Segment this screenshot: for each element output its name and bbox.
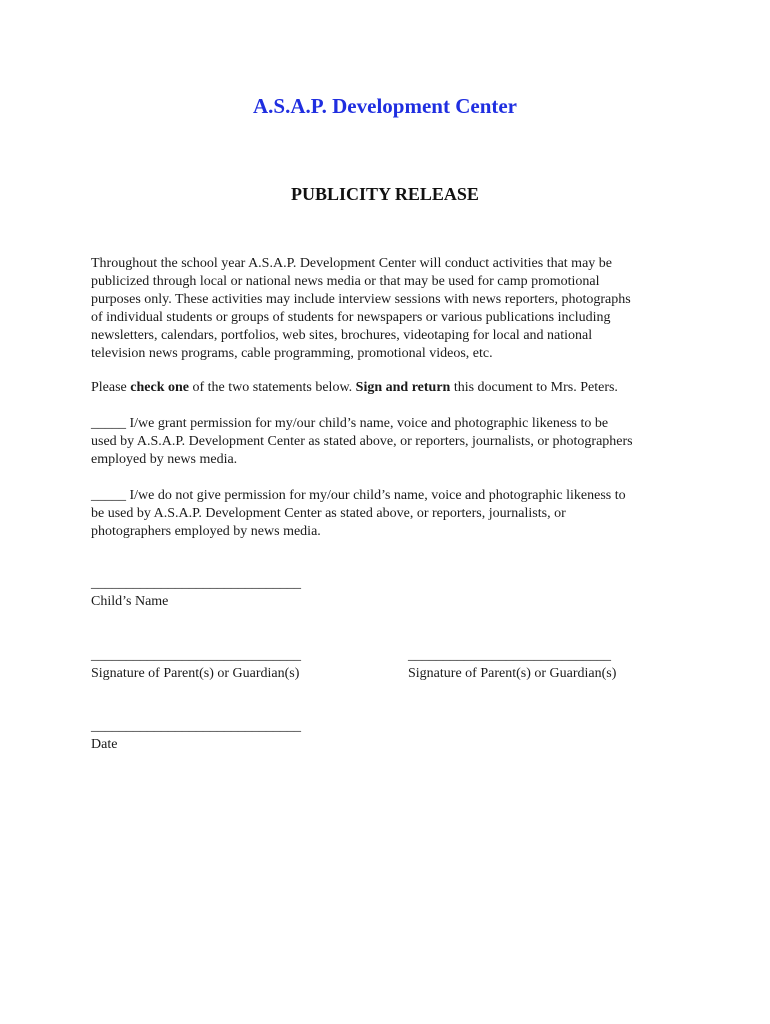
parent-signature-label: Signature of Parent(s) or Guardian(s) xyxy=(91,666,300,681)
child-name-label: Child’s Name xyxy=(91,594,169,609)
grant-permission-option[interactable] xyxy=(91,415,691,469)
intro-line: publicized through local or national news media or that may be used for camp promotional xyxy=(91,274,600,289)
parent-signature-label: Signature of Parent(s) or Guardian(s) xyxy=(408,666,617,681)
date-field[interactable] xyxy=(91,718,301,754)
intro-line: newsletters, calendars, portfolios, web sites, brochures, videotaping for local and national xyxy=(91,328,593,343)
deny-option-line: be used by A.S.A.P. Development Center as stated above, or reporters, journalists, or xyxy=(91,506,566,521)
organization-title: A.S.A.P. Development Center xyxy=(252,94,518,118)
parent-signature-field-1[interactable] xyxy=(91,647,301,683)
intro-line: purposes only. These activities may include interview sessions with news reporters, photographs xyxy=(91,292,631,307)
deny-option-line: photographers employed by news media. xyxy=(91,524,321,539)
parent-signature-line: ______________________________ xyxy=(91,648,301,663)
intro-paragraph xyxy=(91,255,691,363)
document-title: PUBLICITY RELEASE xyxy=(291,184,479,204)
deny-permission-option[interactable] xyxy=(91,487,691,541)
parent-signature-field-2[interactable] xyxy=(408,647,616,683)
intro-line: of individual students or groups of students for newspapers or various publications including xyxy=(91,310,611,325)
child-name-line: ______________________________ xyxy=(91,576,301,591)
parent-signature-line: _____________________________ xyxy=(408,648,611,663)
grant-option-line: employed by news media. xyxy=(91,452,238,467)
instructions-text: this document to Mrs. Peters. xyxy=(450,380,618,395)
instructions-bold: Sign and return xyxy=(355,380,451,395)
instructions-paragraph xyxy=(91,379,691,397)
date-line: ______________________________ xyxy=(91,719,301,734)
instructions-bold: check one xyxy=(130,380,189,395)
instructions-text: of the two statements below. xyxy=(188,380,356,395)
child-name-field[interactable] xyxy=(91,575,301,611)
date-label: Date xyxy=(91,737,118,752)
intro-line: television news programs, cable programming, promotional videos, etc. xyxy=(91,346,493,361)
intro-line: Throughout the school year A.S.A.P. Development Center will conduct activities that may be xyxy=(91,256,613,271)
grant-option-line: _____ I/we grant permission for my/our child’s name, voice and photographic likeness to be xyxy=(91,416,609,431)
deny-option-line: _____ I/we do not give permission for my/our child’s name, voice and photographic likeness to xyxy=(91,488,626,503)
instructions-text: Please xyxy=(91,380,131,395)
grant-option-line: used by A.S.A.P. Development Center as stated above, or reporters, journalists, or photographers xyxy=(91,434,633,449)
